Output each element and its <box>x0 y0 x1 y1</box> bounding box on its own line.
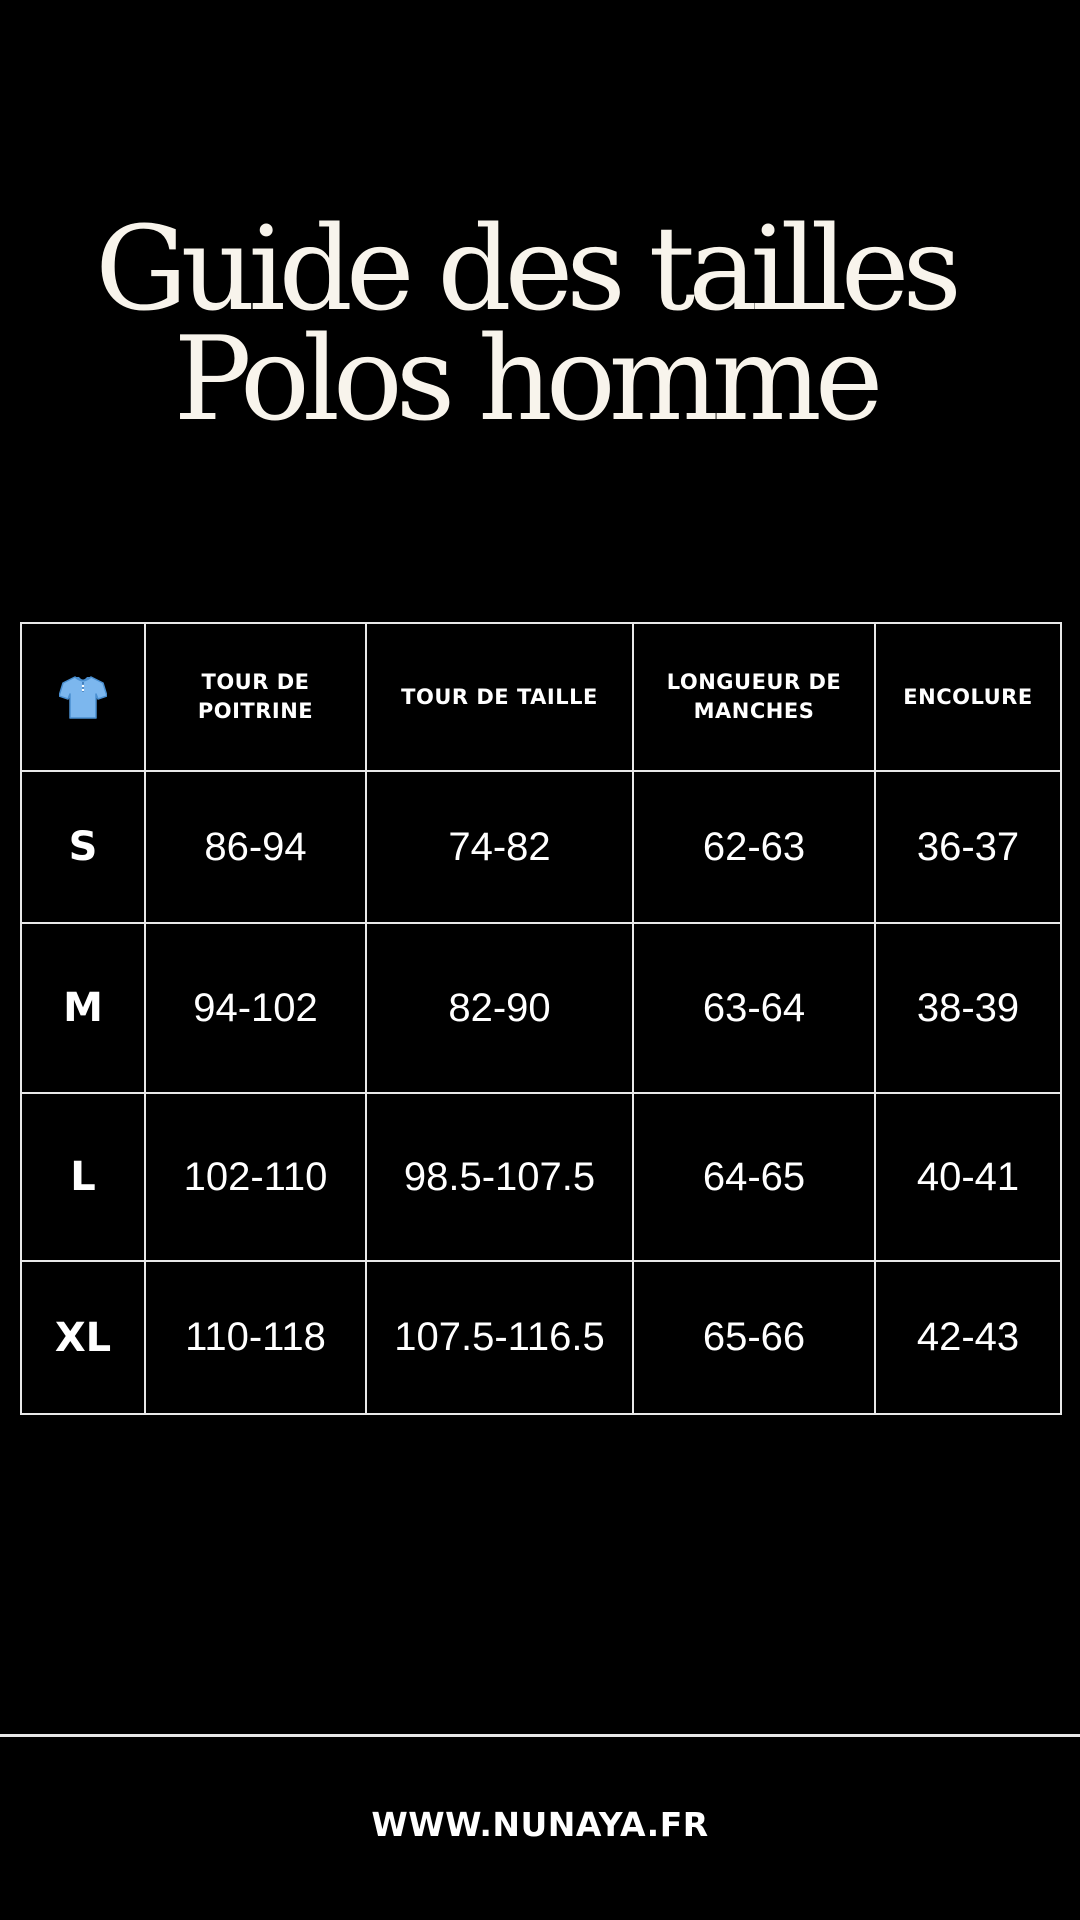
encolure-cell: 36-37 <box>875 771 1061 923</box>
header-tour-de-poitrine <box>145 623 366 771</box>
size-cell: XL <box>21 1261 145 1414</box>
tour-de-poitrine-cell: 102-110 <box>145 1093 366 1261</box>
table-row <box>21 771 1061 923</box>
longueur-de-manches-cell: 63-64 <box>633 923 875 1093</box>
header-line: TOUR DE TAILLE <box>401 684 598 709</box>
polo-shirt-icon <box>59 674 107 720</box>
tour-de-poitrine-cell: 94-102 <box>145 923 366 1093</box>
header-tour-de-taille <box>366 623 633 771</box>
header-line: POITRINE <box>197 699 314 723</box>
longueur-de-manches-cell: 62-63 <box>633 771 875 923</box>
page-title-line-2: Polos homme <box>173 312 877 447</box>
table-header-row <box>21 623 1061 771</box>
longueur-de-manches-cell: 64-65 <box>633 1093 875 1261</box>
encolure-cell: 40-41 <box>875 1093 1061 1261</box>
page-title-line-1: Guide des tailles <box>95 202 955 337</box>
table-row <box>21 1261 1061 1414</box>
header-icon-cell <box>21 623 145 771</box>
tour-de-taille-cell: 107.5-116.5 <box>366 1261 633 1414</box>
header-encolure <box>875 623 1061 771</box>
longueur-de-manches-cell: 65-66 <box>633 1261 875 1414</box>
size-cell: S <box>21 771 145 923</box>
tour-de-taille-cell: 74-82 <box>366 771 633 923</box>
header-line: MANCHES <box>693 699 815 723</box>
tour-de-taille-cell: 98.5-107.5 <box>366 1093 633 1261</box>
size-cell: M <box>21 923 145 1093</box>
header-line: TOUR DE <box>201 670 310 694</box>
header-line: ENCOLURE <box>903 684 1033 709</box>
tour-de-taille-cell: 82-90 <box>366 923 633 1093</box>
table-row <box>21 923 1061 1093</box>
table-row <box>21 1093 1061 1261</box>
website-link[interactable]: WWW.NUNAYA.FR <box>371 1805 709 1844</box>
encolure-cell: 42-43 <box>875 1261 1061 1414</box>
footer-divider <box>0 1734 1080 1737</box>
encolure-cell: 38-39 <box>875 923 1061 1093</box>
tour-de-poitrine-cell: 110-118 <box>145 1261 366 1414</box>
header-line: LONGUEUR DE <box>666 670 842 694</box>
tour-de-poitrine-cell: 86-94 <box>145 771 366 923</box>
size-cell: L <box>21 1093 145 1261</box>
size-guide-table <box>20 622 1062 1415</box>
header-longueur-de-manches <box>633 623 875 771</box>
